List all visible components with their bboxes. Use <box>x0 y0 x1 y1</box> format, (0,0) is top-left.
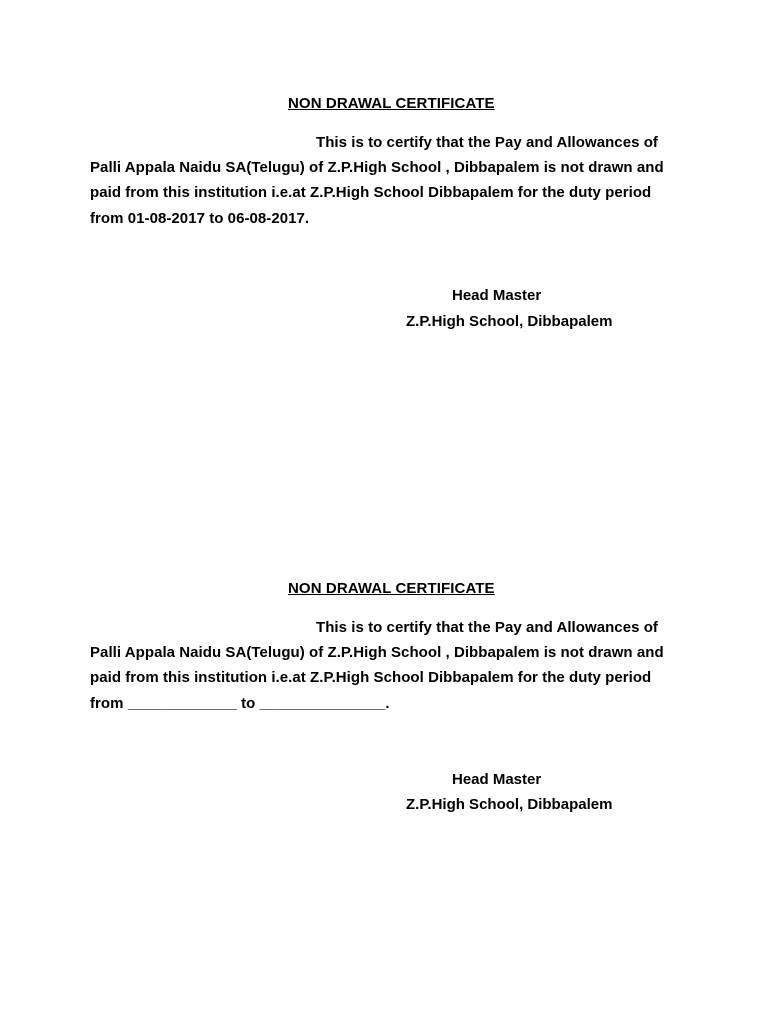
certificate-body-line-1: This is to certify that the Pay and Allowances of <box>316 619 658 636</box>
certificate-body-line-2: Palli Appala Naidu SA(Telugu) of Z.P.High School , Dibbapalem is not drawn and <box>90 159 664 176</box>
certificate-body-line-2: Palli Appala Naidu SA(Telugu) of Z.P.High School , Dibbapalem is not drawn and <box>90 644 664 661</box>
certificate-body-line-3: paid from this institution i.e.at Z.P.High School Dibbapalem for the duty period <box>90 184 652 201</box>
certificate-body-line-4-blank-dates: from _____________ to _______________. <box>90 695 390 712</box>
signatory-designation: Head Master <box>452 287 542 304</box>
certificate-title: NON DRAWAL CERTIFICATE <box>288 580 495 597</box>
signatory-school: Z.P.High School, Dibbapalem <box>406 796 613 813</box>
certificate-body-line-3: paid from this institution i.e.at Z.P.High School Dibbapalem for the duty period <box>90 669 652 686</box>
signatory-school: Z.P.High School, Dibbapalem <box>406 313 613 330</box>
certificate-body-line-1: This is to certify that the Pay and Allowances of <box>316 134 658 151</box>
signatory-designation: Head Master <box>452 771 542 788</box>
certificate-title: NON DRAWAL CERTIFICATE <box>288 95 495 112</box>
certificate-body-line-4: from 01-08-2017 to 06-08-2017. <box>90 210 310 227</box>
